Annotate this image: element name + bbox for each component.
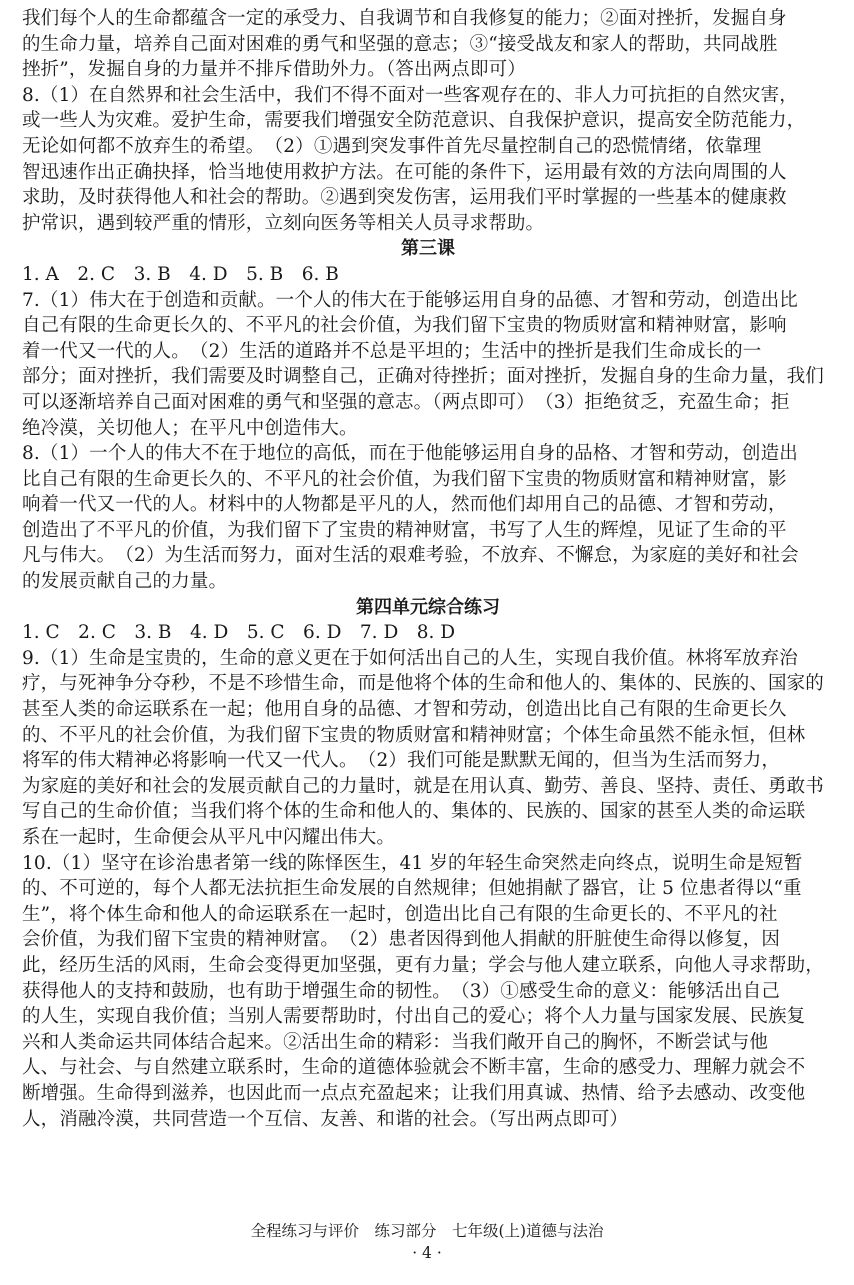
choice-answers-unit4: 1. C 2. C 3. B 4. D 5. C 6. D 7. D 8. D <box>22 622 456 644</box>
text-line: 的、不平凡的社会价值，为我们留下宝贵的物质财富和精神财富；个体生命虽然不能永恒，但林 <box>22 724 806 746</box>
footer-page-number: · 4 · <box>412 1244 442 1262</box>
text-line: 此，经历生活的风雨，生命会变得更加坚强，更有力量；学会与他人建立联系，向他人寻求帮助， <box>22 954 824 976</box>
text-line: 求助，及时获得他人和社会的帮助。②遇到突发伤害，运用我们平时掌握的一些基本的健康救 <box>22 187 787 209</box>
answer-block-lesson2 <box>22 6 834 236</box>
text-line: 7.（1）伟大在于创造和贡献。一个人的伟大在于能够运用自身的品德、才智和劳动，创造出比 <box>22 289 798 311</box>
text-line: 护常识，遇到较严重的情形，立刻向医务等相关人员寻求帮助。 <box>22 212 545 234</box>
text-line: 部分；面对挫折，我们需要及时调整自己，正确对待挫折；面对挫折，发掘自身的生命力量，我们 <box>22 366 824 388</box>
text-line: 凡与伟大。 （2）为生活而努力，面对生活的艰难考验，不放弃、不懈怠，为家庭的美好和社会 <box>22 545 799 567</box>
text-line: 的人生，实现自我价值；当别人需要帮助时，付出自己的爱心；将个人力量与国家发展、民族复 <box>22 1006 806 1028</box>
page-content <box>22 6 834 1132</box>
text-line: 写自己的生命价值；当我们将个体的生命和他人的、集体的、民族的、国家的甚至人类的命运联 <box>22 801 806 823</box>
text-line: 着一代又一代的人。 （2）生活的道路并不总是平坦的；生活中的挫折是我们生命成长的一 <box>22 340 762 362</box>
text-line: 甚至人类的命运联系在一起；他用自身的品德、才智和劳动，创造出比自己有限的生命更长久 <box>22 699 787 721</box>
text-line: 10.（1）坚守在诊治患者第一线的陈怿医生，41 岁的年轻生命突然走向终点，说明生命是短暂 <box>22 852 803 874</box>
text-line: 8.（1）在自然界和社会生活中，我们不得不面对一些客观存在的、非人力可抗拒的自然灾害， <box>22 84 798 106</box>
text-line: 或一些人为灾难。爱护生命，需要我们增强安全防范意识、自我保护意识，提高安全防范能力， <box>22 110 806 132</box>
text-line: 系在一起时，生命便会从平凡中闪耀出伟大。 <box>22 827 396 848</box>
text-line: 为家庭的美好和社会的发展贡献自己的力量时，就是在用认真、勤劳、善良、坚持、责任、勇敢书 <box>22 775 824 797</box>
text-line: 自己有限的生命更长久的、不平凡的社会价值，为我们留下宝贵的物质财富和精神财富，影响 <box>22 315 787 337</box>
text-line: 的生命力量，培养自己面对困难的勇气和坚强的意志；③“接受战友和家人的帮助，共同战胜 <box>22 33 778 55</box>
text-line: 兴和人类命运共同体结合起来。②活出生命的精彩：当我们敞开自己的胸怀，不断尝试与他 <box>22 1031 769 1053</box>
text-line: 8.（1）一个人的伟大不在于地位的高低，而在于他能够运用自身的品格、才智和劳动，创造出 <box>22 443 798 465</box>
text-line: 绝冷漠，关切他人；在平凡中创造伟大。 <box>22 417 358 439</box>
text-line: 将军的伟大精神必将影响一代又一代人。 （2）我们可能是默默无闻的，但当为生活而努力， <box>22 750 781 772</box>
answer-block-unit4 <box>22 646 834 1132</box>
text-line: 获得他人的支持和鼓励，也有助于增强生命的韧性。 （3）①感受生命的意义：能够活出自己 <box>22 980 781 1002</box>
text-line: 生”，将个体生命和他人的命运联系在一起时，创造出比自己有限的生命更长的、不平凡的社 <box>22 903 778 925</box>
text-line: 比自己有限的生命更长久的、不平凡的社会价值，为我们留下宝贵的物质财富和精神财富，影 <box>22 468 787 490</box>
answer-block-lesson3 <box>22 288 834 595</box>
text-line: 9.（1）生命是宝贵的，生命的意义更在于如何活出自己的人生，实现自我价值。林将军放弃治 <box>22 647 798 669</box>
section-title-lesson3: 第三课 <box>401 238 455 260</box>
text-line: 人，消融冷漠，共同营造一个互信、友善、和谐的社会。（写出两点即可） <box>22 1108 629 1130</box>
choice-answers-lesson3: 1. A 2. C 3. B 4. D 5. B 6. B <box>22 263 339 285</box>
section-title-unit4-review: 第四单元综合练习 <box>356 596 500 618</box>
text-line: 智迅速作出正确抉择，恰当地使用救护方法。在可能的条件下，运用最有效的方法向周围的人 <box>22 161 787 183</box>
footer-book-title: 全程练习与评价 练习部分 七年级(上)道德与法治 <box>250 1222 604 1240</box>
text-line: 响着一代又一代的人。材料中的人物都是平凡的人，然而他们却用自己的品德、才智和劳动， <box>22 494 787 516</box>
text-line: 创造出了不平凡的价值，为我们留下了宝贵的精神财富，书写了人生的辉煌，见证了生命的平 <box>22 519 787 541</box>
text-line: 的发展贡献自己的力量。 <box>22 571 228 593</box>
text-line: 可以逐渐培养自己面对困难的勇气和坚强的意志。（两点即可） （3）拒绝贫乏，充盈生命；拒 <box>22 391 790 413</box>
text-line: 挫折”，发掘自身的力量并不排斥借助外力。（答出两点即可） <box>22 59 526 81</box>
text-line: 我们每个人的生命都蕴含一定的承受力、自我调节和自我修复的能力；②面对挫折，发掘自身 <box>22 8 787 29</box>
text-line: 无论如何都不放弃生的希望。 （2）①遇到突发事件首先尽量控制自己的恐慌情绪，依靠理 <box>22 135 762 157</box>
text-line: 疗，与死神争分夺秒，不是不珍惜生命，而是他将个体的生命和他人的、集体的、民族的、国家的 <box>22 673 824 695</box>
text-line: 断增强。生命得到滋养，也因此而一点点充盈起来；让我们用真诚、热情、给予去感动、改变他 <box>22 1082 806 1104</box>
text-line: 的、不可逆的，每个人都无法抗拒生命发展的自然规律；但她捐献了器官，让 5 位患者得以“重 <box>22 878 802 900</box>
text-line: 会价值，为我们留下宝贵的精神财富。 （2）患者因得到他人捐献的肝脏使生命得以修复，因 <box>22 929 781 951</box>
text-line: 人、与社会、与自然建立联系时，生命的道德体验就会不断丰富，生命的感受力、理解力就会不 <box>22 1057 806 1079</box>
